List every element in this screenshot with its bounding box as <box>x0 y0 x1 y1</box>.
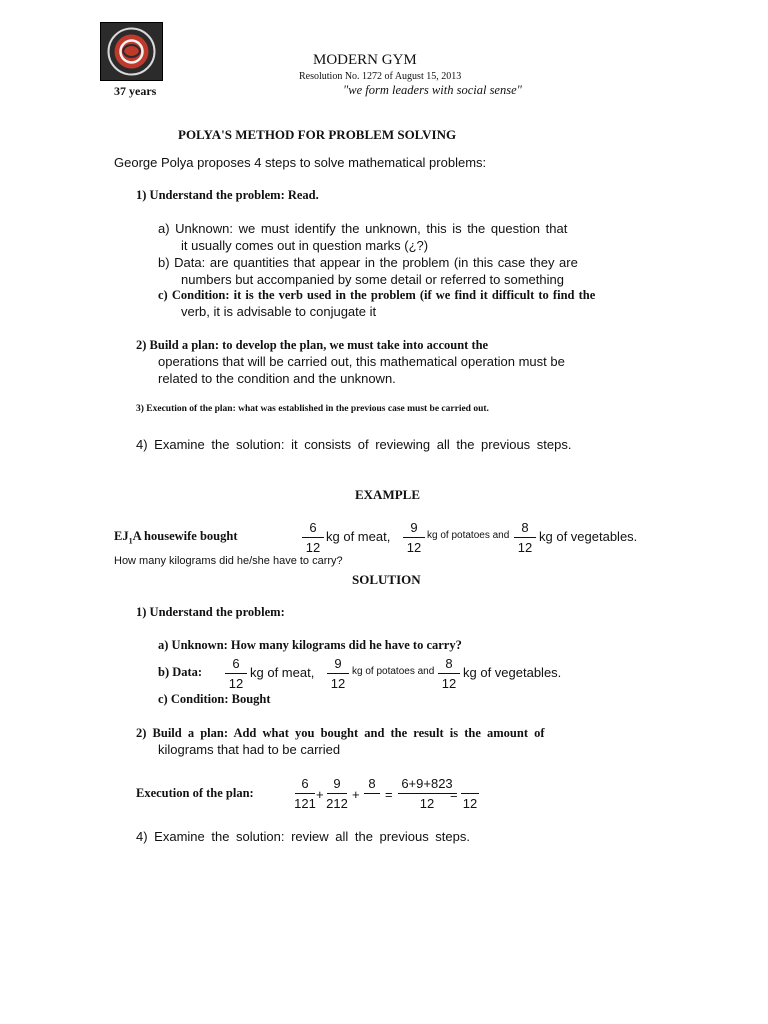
example-potatoes-text: kg of potatoes and <box>427 530 510 541</box>
solution-meat-text: kg of meat, <box>250 665 315 680</box>
years-text: 37 years <box>114 84 157 98</box>
step4-text: 4) Examine the solution: it consists of reviewing all the previous steps. <box>136 437 572 452</box>
page-title: POLYA'S METHOD FOR PROBLEM SOLVING <box>178 127 457 142</box>
example-question: How many kilograms did he/she have to carry? <box>114 555 343 567</box>
example-vegetables-text: kg of vegetables. <box>539 529 638 544</box>
step3-text: 3) Execution of the plan: what was established in the previous case must be carried out. <box>136 404 489 414</box>
step2-line3: related to the condition and the unknown. <box>158 371 396 386</box>
exec-fraction-3: 8 <box>362 776 382 811</box>
solution-vegetables-text: kg of vegetables. <box>463 665 562 680</box>
intro-text: George Polya proposes 4 steps to solve mathematical problems: <box>114 155 487 170</box>
example-meat-text: kg of meat, <box>326 529 391 544</box>
example-fraction-potatoes: 9 12 <box>401 520 427 555</box>
step1-unknown-line2: it usually comes out in question marks (¿?) <box>181 238 429 253</box>
exec-plus-2: + <box>352 787 360 802</box>
step1-unknown-line1: a) Unknown: we must identify the unknown, this is the question that <box>158 221 568 236</box>
exec-plus-1: + <box>316 787 324 802</box>
example-heading: EXAMPLE <box>355 487 420 502</box>
resolution-text: Resolution No. 1272 of August 15, 2013 <box>299 71 462 82</box>
step1-condition-line2: verb, it is advisable to conjugate it <box>181 304 377 319</box>
exec-equals-2: = <box>450 787 458 802</box>
step2-line2: operations that will be carried out, this mathematical operation must be <box>158 354 565 369</box>
exec-equals-1: = <box>385 787 393 802</box>
solution-plan-line2: kilograms that had to be carried <box>158 742 341 757</box>
exec-fraction-1: 6 121 <box>294 776 316 811</box>
example-fraction-vegetables: 8 12 <box>512 520 538 555</box>
solution-step1-heading: 1) Understand the problem: <box>136 605 285 619</box>
exec-fraction-result: 12 <box>459 776 481 811</box>
solution-fraction-meat: 6 12 <box>223 656 249 691</box>
step2-line1: 2) Build a plan: to develop the plan, we must take into account the <box>136 338 489 352</box>
step1-condition-line1: c) Condition: it is the verb used in the problem (if we find it difficult to find the <box>158 288 596 302</box>
example-fraction-meat: 6 12 <box>300 520 326 555</box>
logo-emblem-icon <box>101 23 162 80</box>
solution-condition: c) Condition: Bought <box>158 692 271 706</box>
exec-fraction-sum: 6+9+823 12 <box>396 776 458 811</box>
step1-heading: 1) Understand the problem: Read. <box>136 188 319 202</box>
step1-data-line1: b) Data: are quantities that appear in the problem (in this case they are <box>158 255 578 270</box>
solution-step4: 4) Examine the solution: review all the previous steps. <box>136 829 470 844</box>
solution-potatoes-text: kg of potatoes and <box>352 666 435 677</box>
solution-data-label: b) Data: <box>158 665 203 679</box>
solution-unknown: a) Unknown: How many kilograms did he have to carry? <box>158 638 462 652</box>
exec-fraction-2: 9 212 <box>326 776 348 811</box>
motto-text: "we form leaders with social sense" <box>343 83 522 97</box>
school-logo <box>100 22 163 81</box>
solution-heading: SOLUTION <box>352 572 421 587</box>
solution-execution-label: Execution of the plan: <box>136 786 254 800</box>
solution-fraction-vegetables: 8 12 <box>436 656 462 691</box>
solution-fraction-potatoes: 9 12 <box>325 656 351 691</box>
step1-data-line2: numbers but accompanied by some detail or referred to something <box>181 272 564 287</box>
example-label: $EJ_1A$ housewife bought <box>114 529 238 546</box>
solution-plan-line1: 2) Build a plan: Add what you bought and the result is the amount of <box>136 726 545 740</box>
school-name: MODERN GYM <box>313 52 417 68</box>
